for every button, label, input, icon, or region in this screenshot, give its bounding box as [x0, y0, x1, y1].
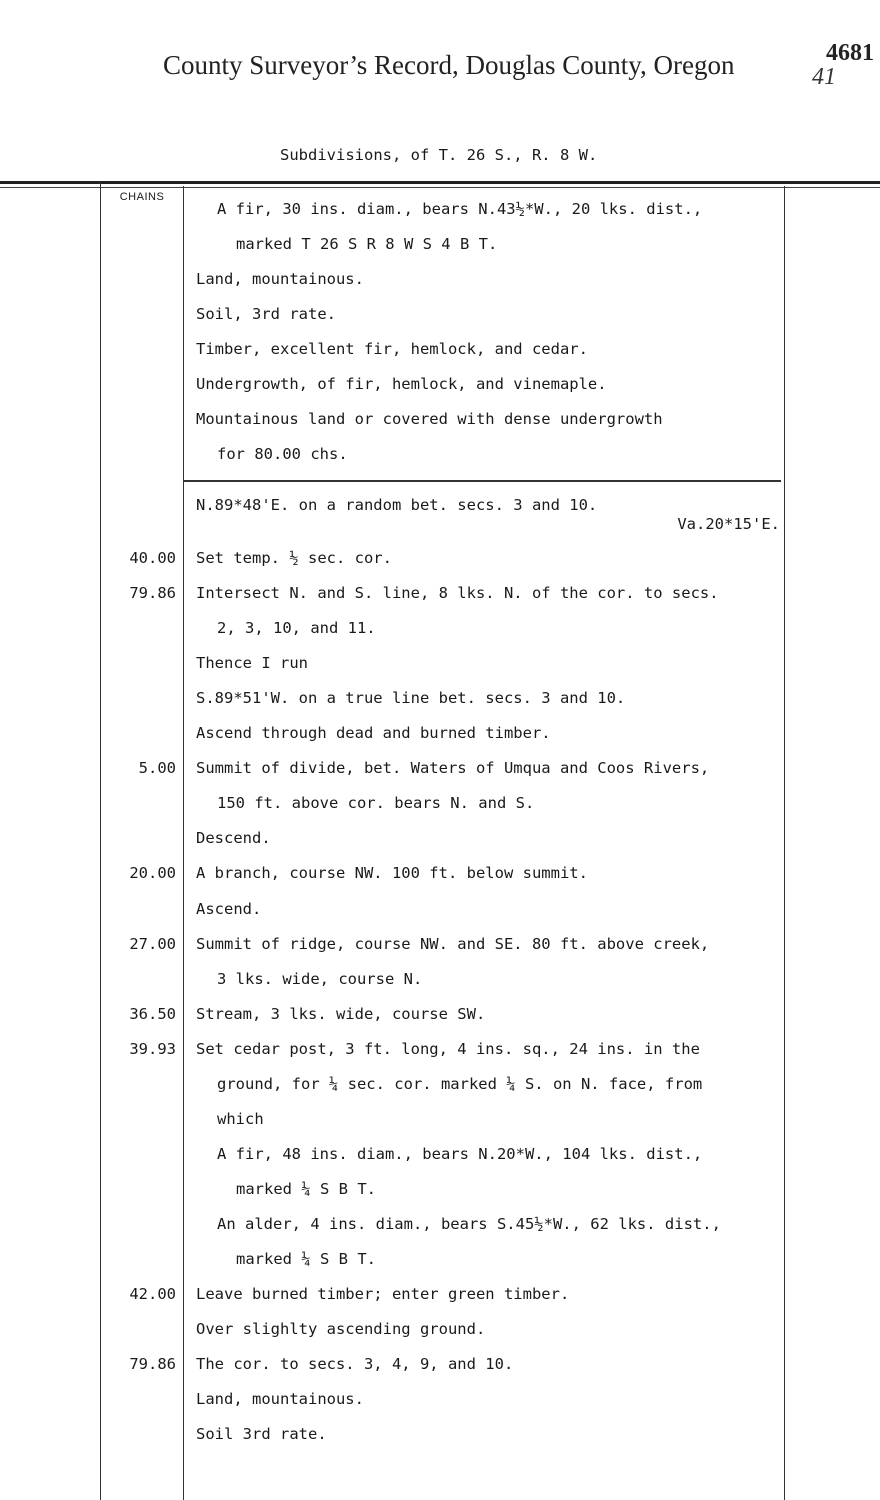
note-line: Over slighlty ascending ground.	[196, 1320, 486, 1339]
note-line: Thence I run	[196, 654, 308, 673]
right-column-rule	[784, 186, 785, 1500]
note-line: Set temp. ½ sec. cor.	[196, 549, 392, 567]
note-line: Undergrowth, of fir, hemlock, and vinemaple.	[196, 375, 607, 393]
note-line: An alder, 4 ins. diam., bears S.45½*W., 62 lks. dist.,	[217, 1214, 721, 1233]
subtitle: Subdivisions, of T. 26 S., R. 8 W.	[280, 146, 598, 164]
note-line: Timber, excellent fir, hemlock, and cedar.	[196, 340, 588, 358]
note-line: 2, 3, 10, and 11.	[217, 619, 376, 638]
note-line: Intersect N. and S. line, 8 lks. N. of the cor. to secs.	[196, 584, 719, 603]
chain-distance: 40.00	[129, 549, 176, 567]
note-line: marked T 26 S R 8 W S 4 B T.	[236, 235, 498, 253]
section-divider	[184, 480, 781, 482]
note-line: marked ¼ S B T.	[236, 1179, 376, 1198]
note-line: Mountainous land or covered with dense undergrowth	[196, 410, 663, 428]
chain-distance: 79.86	[129, 584, 176, 603]
chain-distance: 42.00	[129, 1285, 176, 1304]
note-line: ground, for ¼ sec. cor. marked ¼ S. on N. face, from	[217, 1074, 703, 1093]
note-line: Ascend.	[196, 899, 262, 918]
chain-distance: 79.86	[129, 1355, 176, 1374]
note-line: Land, mountainous.	[196, 1390, 364, 1409]
page-number: 4681	[826, 40, 874, 66]
note-line: Set cedar post, 3 ft. long, 4 ins. sq., 24 ins. in the	[196, 1039, 700, 1058]
note-line: Soil, 3rd rate.	[196, 305, 336, 323]
chain-distance: 20.00	[129, 864, 176, 883]
chain-distance: 5.00	[138, 759, 176, 778]
note-line: Summit of divide, bet. Waters of Umqua and Coos Rivers,	[196, 759, 710, 778]
chains-column-rule	[183, 186, 184, 1500]
note-line: Land, mountainous.	[196, 270, 364, 288]
note-line: Ascend through dead and burned timber.	[196, 724, 551, 743]
note-line: 3 lks. wide, course N.	[217, 969, 423, 988]
page-title: County Surveyor’s Record, Douglas County, Oregon	[163, 50, 735, 80]
chains-column-header: CHAINS	[119, 191, 165, 203]
header-rule-thin	[0, 187, 880, 188]
note-line: which	[217, 1109, 264, 1128]
chain-distance: 27.00	[129, 934, 176, 953]
header-rule-thick	[0, 181, 880, 184]
variation-note: Va.20*15'E.	[677, 515, 780, 533]
left-column-rule	[100, 182, 101, 1500]
note-line: Stream, 3 lks. wide, course SW.	[196, 1004, 486, 1023]
note-line: Descend.	[196, 829, 271, 848]
note-line: A fir, 30 ins. diam., bears N.43½*W., 20 lks. dist.,	[217, 200, 703, 218]
note-line: S.89*51'W. on a true line bet. secs. 3 and 10.	[196, 689, 626, 708]
note-line: A branch, course NW. 100 ft. below summit.	[196, 864, 588, 883]
course-heading: N.89*48'E. on a random bet. secs. 3 and 10.	[196, 496, 598, 514]
note-line: marked ¼ S B T.	[236, 1250, 376, 1268]
note-line: Leave burned timber; enter green timber.	[196, 1285, 570, 1304]
chain-distance: 36.50	[129, 1004, 176, 1023]
handwritten-page-number: 41	[812, 64, 836, 90]
note-line: for 80.00 chs.	[217, 445, 348, 463]
note-line: Soil 3rd rate.	[196, 1425, 327, 1444]
note-line: 150 ft. above cor. bears N. and S.	[217, 794, 535, 813]
note-line: The cor. to secs. 3, 4, 9, and 10.	[196, 1355, 514, 1374]
chain-distance: 39.93	[129, 1039, 176, 1058]
note-line: A fir, 48 ins. diam., bears N.20*W., 104 lks. dist.,	[217, 1144, 703, 1163]
note-line: Summit of ridge, course NW. and SE. 80 ft. above creek,	[196, 934, 710, 953]
